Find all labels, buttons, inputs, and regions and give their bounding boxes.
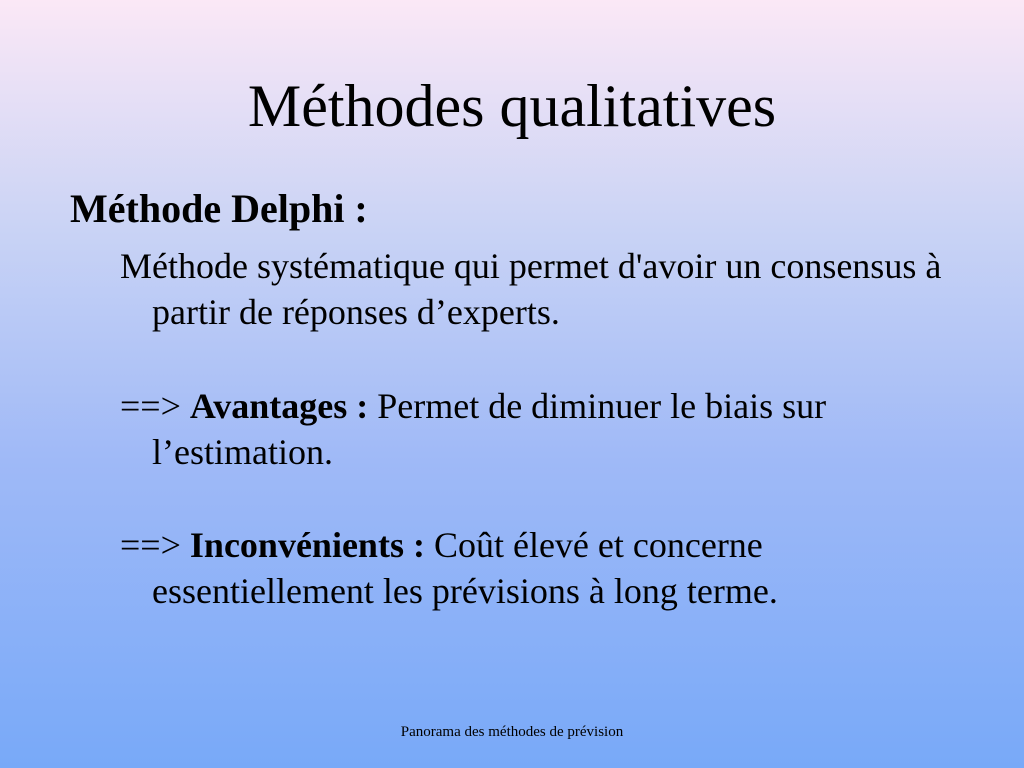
method-heading: Méthode Delphi : [70,186,368,231]
disadvantages-text: Coût élevé et concerne essentiellement les prévisions à long terme. [152,525,778,611]
disadvantages-arrow: ==> [120,525,181,565]
slide-title: Méthodes qualitatives [247,73,777,139]
advantages-paragraph [120,383,972,475]
advantages-arrow: ==> [120,386,181,426]
advantages-label: Avantages : [189,386,369,426]
disadvantages-label: Inconvénients : [189,525,425,565]
advantages-text: Permet de diminuer le biais sur l’estimation. [152,386,827,472]
slide-footer: Panorama des méthodes de prévision [400,724,624,740]
method-description: Méthode systématique qui permet d'avoir un consensus à partir de réponses d’experts. [120,246,942,332]
disadvantages-paragraph [120,522,972,614]
